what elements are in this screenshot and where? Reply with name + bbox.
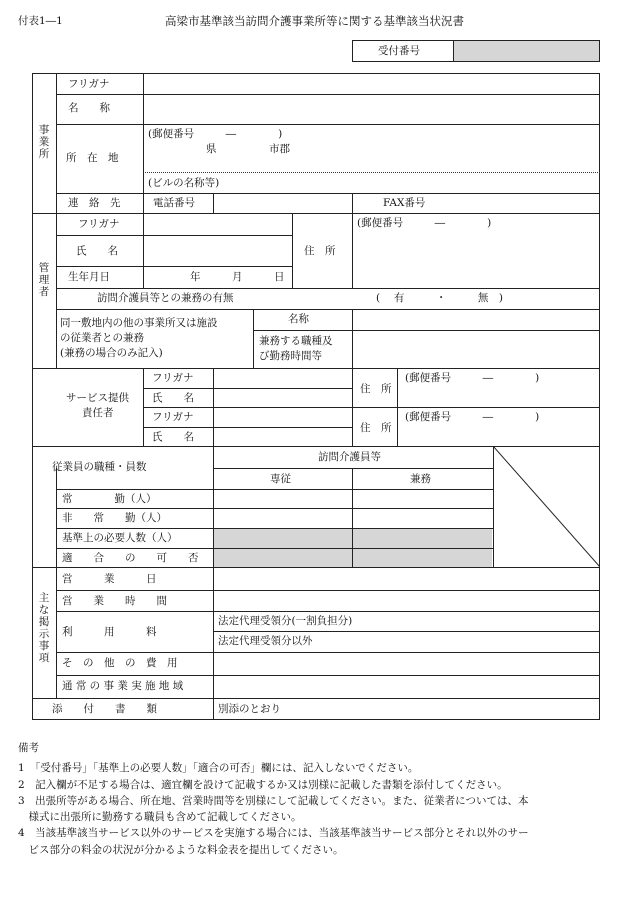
manager-furigana-label: フリガナ [78,218,120,230]
office-tel-field[interactable] [214,194,351,212]
staff-group-header: 訪問介護員等 [318,451,381,463]
staff-row-parttime: 非 常 勤（人） [62,512,167,524]
attachment-value: 別添のとおり [218,703,281,715]
main-fees-label: 利 用 料 [62,626,157,638]
page-title: 高梁市基準該当訪問介護事業所等に関する基準該当状況書 [165,14,464,28]
provider1-name-label: 氏 名 [152,392,194,404]
main-fee-other: 法定代理受領分以外 [218,635,313,647]
staff-col-concurrent: 兼務 [410,473,431,485]
staff-row-fulltime: 常 勤（人） [62,493,157,505]
section-label-office: 事業所 [38,124,50,161]
main-area-label: 通 常 の 事 業 実 施 地 域 [62,680,184,692]
office-name-label: 名 称 [68,102,110,114]
note-3a: 3 出張所等がある場合、所在地、営業時間等を別様にして記載してください。また、従業者については、本 [18,794,529,807]
manager-other-duty-label-1: 兼務する職種及 [259,335,333,347]
manager-concurrent-question: 訪問介護員等との兼務の有無 [97,292,234,304]
manager-other-name-label: 名称 [288,313,309,325]
note-4b: ビス部分の料金の状況が分かるような料金表を提出してください。 [18,843,344,856]
office-pref-city: 県 市郡 [206,143,290,155]
form-reference: 付表1―1 [18,15,63,27]
staff-col-dedicated: 専従 [270,473,291,485]
provider2-furigana-label: フリガナ [152,411,194,423]
staff-row-required: 基準上の必要人数（人） [62,532,178,544]
main-other-costs-label: そ の 他 の 費 用 [62,657,178,669]
provider1-address-label: 住 所 [360,383,392,395]
staff-row-fit: 適 合 の 可 否 [62,552,199,564]
office-address-label: 所 在 地 [66,152,119,164]
notes [18,740,529,858]
provider2-name-label: 氏 名 [152,431,194,443]
manager-name-field[interactable] [144,236,291,265]
office-postal-code: (郵便番号 ― ) [148,128,283,140]
office-contact-label: 連 絡 先 [68,197,121,209]
manager-other-label-3: (兼務の場合のみ記入) [60,347,163,359]
manager-concurrent-answer[interactable]: ( 有 ・ 無 ) [376,292,504,304]
main-hours-label: 営 業 時 間 [62,595,167,607]
manager-other-duty-label-2: び勤務時間等 [259,350,322,362]
note-4a: 4 当該基準該当サービス以外のサービスを実施する場合には、当該基準該当サービス部分とそれ以外のサー [18,827,529,840]
section-label-manager: 管理者 [38,262,50,299]
section-label-main: 主な掲示事項 [38,592,50,665]
manager-birth-ymd: 年 月 日 [190,271,285,283]
provider1-postal-code: (郵便番号 ― ) [405,372,540,384]
manager-postal-code: (郵便番号 ― ) [357,217,492,229]
provider1-furigana-label: フリガナ [152,372,194,384]
manager-address-label: 住 所 [304,245,336,257]
office-building-label: (ビルの名称等) [148,177,220,189]
provider2-address-label: 住 所 [360,422,392,434]
main-fee-statutory: 法定代理受領分(一割負担分) [218,615,353,627]
manager-name-label: 氏 名 [76,245,118,257]
note-2: 2 記入欄が不足する場合は、適宜欄を設けて記載するか又は別様に記載した書類を添付してください。 [18,778,508,791]
office-fax-label: FAX番号 [383,197,426,209]
manager-other-label-1: 同一敷地内の他の事業所又は施設 [60,317,218,329]
office-furigana-field[interactable] [144,75,599,93]
manager-birth-label: 生年月日 [68,271,110,283]
main-days-label: 営 業 日 [62,573,157,585]
notes-title: 備考 [18,742,39,754]
manager-other-label-2: の従業者との兼務 [60,332,144,344]
diagonal-strike [493,446,600,567]
receipt-number-field[interactable] [453,41,599,61]
attachment-label: 添 付 書 類 [52,703,157,715]
note-1: 1 「受付番号」「基準上の必要人数」「適合の可否」欄には、記入しないでください。 [18,762,419,775]
receipt-number-label: 受付番号 [378,45,420,57]
office-tel-label: 電話番号 [153,197,195,209]
provider2-postal-code: (郵便番号 ― ) [405,411,540,423]
provider-label-2: 責任者 [82,407,114,419]
note-3b: 様式に出張所に勤務する職員も含めて記載してください。 [18,811,302,824]
provider-label-1: サービス提供 [66,392,129,404]
office-name-field[interactable] [144,95,599,123]
staff-header: 従業員の職種・員数 [52,461,147,473]
office-furigana-label: フリガナ [68,78,110,90]
